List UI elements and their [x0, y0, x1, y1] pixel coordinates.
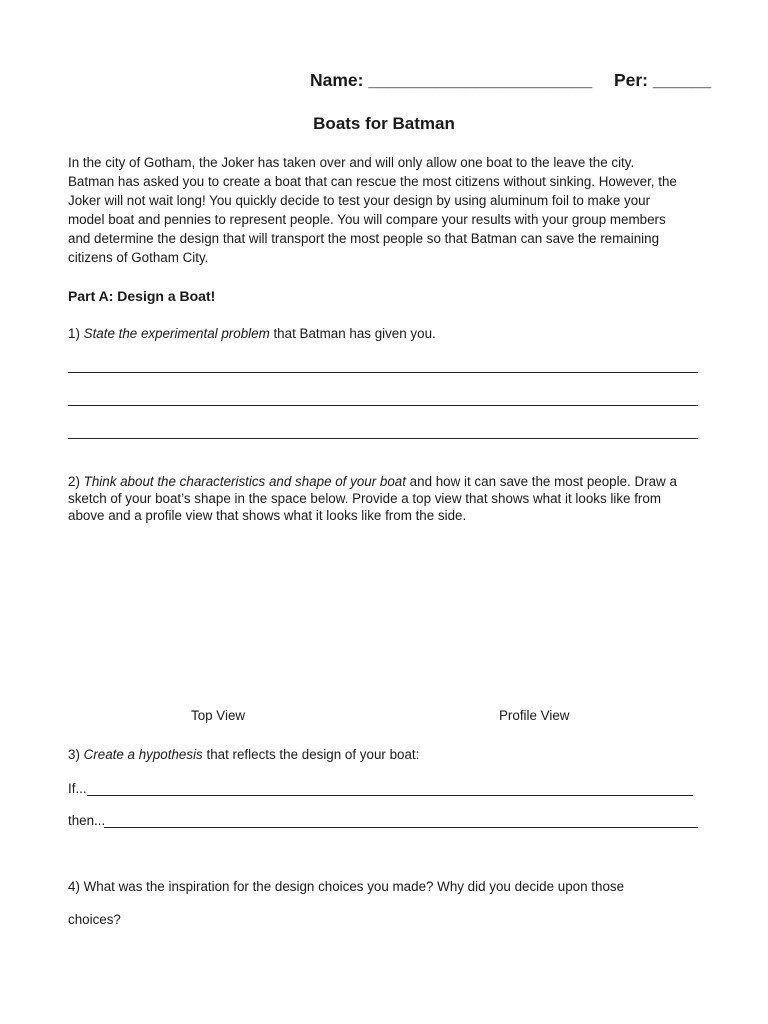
then-label: then...	[68, 813, 106, 828]
question-2	[68, 473, 708, 524]
header-name-per	[310, 70, 711, 91]
hypothesis-then-row	[68, 813, 105, 828]
q2-line2: sketch of your boat’s shape in the space below. Provide a top view that shows what it looks like from	[68, 491, 661, 506]
profile-view-label: Profile View	[499, 708, 570, 723]
q1-number: 1)	[68, 326, 84, 341]
sketch-area[interactable]	[68, 528, 698, 698]
q2-line3: above and a profile view that shows what it looks like from the side.	[68, 508, 467, 523]
intro-line: Batman has asked you to create a boat that can rescue the most citizens without sinking. However, the	[68, 174, 677, 189]
q2-rest: and how it can save the most people. Draw a	[405, 474, 677, 489]
question-4-line2: choices?	[68, 912, 121, 927]
q1-rest: that Batman has given you.	[269, 326, 436, 341]
hypothesis-then-line[interactable]	[104, 827, 698, 828]
intro-line: and determine the design that will transport the most people so that Batman can save the remaining	[68, 231, 660, 246]
per-label: Per: ______	[613, 70, 712, 90]
q1-emphasis: State the experimental problem	[83, 326, 270, 341]
question-4-line1: 4) What was the inspiration for the design choices you made? Why did you decide upon those	[68, 879, 625, 894]
name-label: Name: _______________________	[310, 70, 593, 90]
answer-line-3[interactable]	[68, 438, 698, 439]
question-3	[68, 747, 419, 762]
part-a-heading: Part A: Design a Boat!	[68, 288, 216, 304]
intro-line: Joker will not wait long! You quickly decide to test your design by using aluminum foil to make your	[68, 193, 651, 208]
answer-line-2[interactable]	[68, 405, 698, 406]
page-title: Boats for Batman	[313, 114, 455, 133]
top-view-label: Top View	[191, 708, 246, 723]
q3-emphasis: Create a hypothesis	[83, 747, 203, 762]
intro-line: In the city of Gotham, the Joker has taken over and will only allow one boat to the leave the city.	[68, 155, 635, 170]
if-label: If...	[68, 781, 87, 796]
q2-number: 2)	[68, 474, 84, 489]
q3-number: 3)	[68, 747, 84, 762]
q2-emphasis: Think about the characteristics and shape of your boat	[83, 474, 406, 489]
q3-rest: that reflects the design of your boat:	[202, 747, 420, 762]
hypothesis-if-row	[68, 781, 87, 796]
intro-line: citizens of Gotham City.	[68, 250, 209, 265]
hypothesis-if-line[interactable]	[87, 795, 693, 796]
answer-line-1[interactable]	[68, 372, 698, 373]
intro-line: model boat and pennies to represent people. You will compare your results with your group members	[68, 212, 666, 227]
question-1	[68, 326, 436, 341]
intro-paragraph	[68, 153, 708, 267]
